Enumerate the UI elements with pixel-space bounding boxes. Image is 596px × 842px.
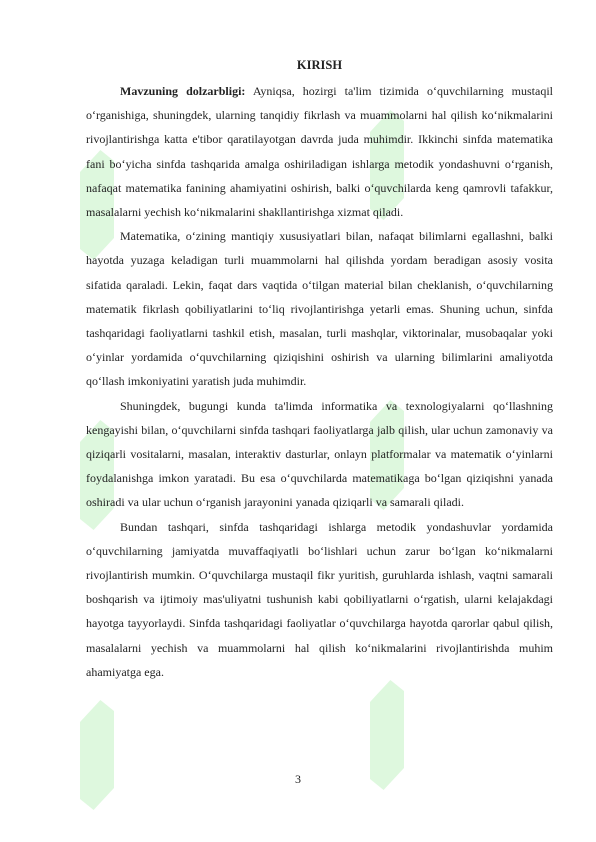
document-body (86, 55, 553, 684)
paragraph-text: Ayniqsa, hozirgi ta'lim tizimida o‘quvchilarning mustaqil o‘rganishiga, shuningdek, ularning tanqidiy fikrlash va muammolarni hal qilish ko‘nikmalarini rivojlantirishga katta e'tibor qaratilayotgan davrda juda muhimdir. Ikkinchi sinfda matematika fani bo‘yicha sinfda tashqarida amalga oshiriladigan ishlarga metodik yondashuvni o‘rganish, nafaqat matematika fanining ahamiyatini oshirish, balki o‘quvchilarda keng qamrovli tafakkur, masalalarni yechish ko‘nikmalarini shakllantirishga xizmat qiladi. (86, 84, 553, 220)
paragraph-lead: Mavzuning dolzarbligi: (120, 84, 246, 98)
paragraph-mathematics: Matematika, o‘zining mantiqiy xususiyatlari bilan, nafaqat bilimlarni egallashni, balki hayotda yuzaga keladigan turli muammolarni hal qilishda yordam beradigan asosiy vosita sifatida qaraladi. Lekin, faqat dars vaqtida o‘tilgan material bilan cheklanish, o‘quvchilarning matematik fikrlash qobiliyatlarini to‘liq rivojlantirishga yetarli emas. Shuning uchun, sinfda tashqaridagi faoliyatlarni tashkil etish, masalan, turli mashqlar, viktorinalar, musobaqalar yoki o‘yinlar yordamida o‘quvchilarning qiziqishini oshirish va ularning bilimlarini amaliyotda qo‘llash imkoniyatini yaratish juda muhimdir. (86, 229, 553, 389)
page-title: KIRISH (296, 58, 343, 72)
paragraph-skills: Bundan tashqari, sinfda tashqaridagi ishlarga metodik yondashuvlar yordamida o‘quvchilarning jamiyatda muvaffaqiyatli bo‘lishlari uchun zarur bo‘lgan ko‘nikmalarni rivojlantirish mumkin. O‘quvchilarga mustaqil fikr yuritish, guruhlarda ishlash, vaqtni samarali boshqarish va ijtimoiy mas'uliyatni tushunish kabi qobiliyatlarni o‘rgatish, ularni kelajakdagi hayotga tayyorlaydi. Sinfda tashqaridagi faoliyatlar o‘quvchilarga hayotda qarorlar qabul qilish, masalalarni yechish va muammolarni hal qilish ko‘nikmalarini rivojlantirishda muhim ahamiyatga ega. (86, 519, 553, 679)
paragraph-technology: Shuningdek, bugungi kunda ta'limda informatika va texnologiyalarni qo‘llashning kengayishi bilan, o‘quvchilarni sinfda tashqari faoliyatlarga jalb qilish, ular uchun zamonaviy va qiziqarli vositalarni, masalan, interaktiv dasturlar, onlayn platformalar va matematik o‘yinlarni foydalanishga imkon yaratadi. Bu esa o‘quvchilarda matematikaga bo‘lgan qiziqishni yanada oshiradi va ular uchun o‘rganish jarayonini yanada qiziqarli va samarali qiladi. (86, 398, 553, 510)
page-number: 3 (295, 772, 301, 786)
paragraph-relevance (86, 79, 553, 224)
